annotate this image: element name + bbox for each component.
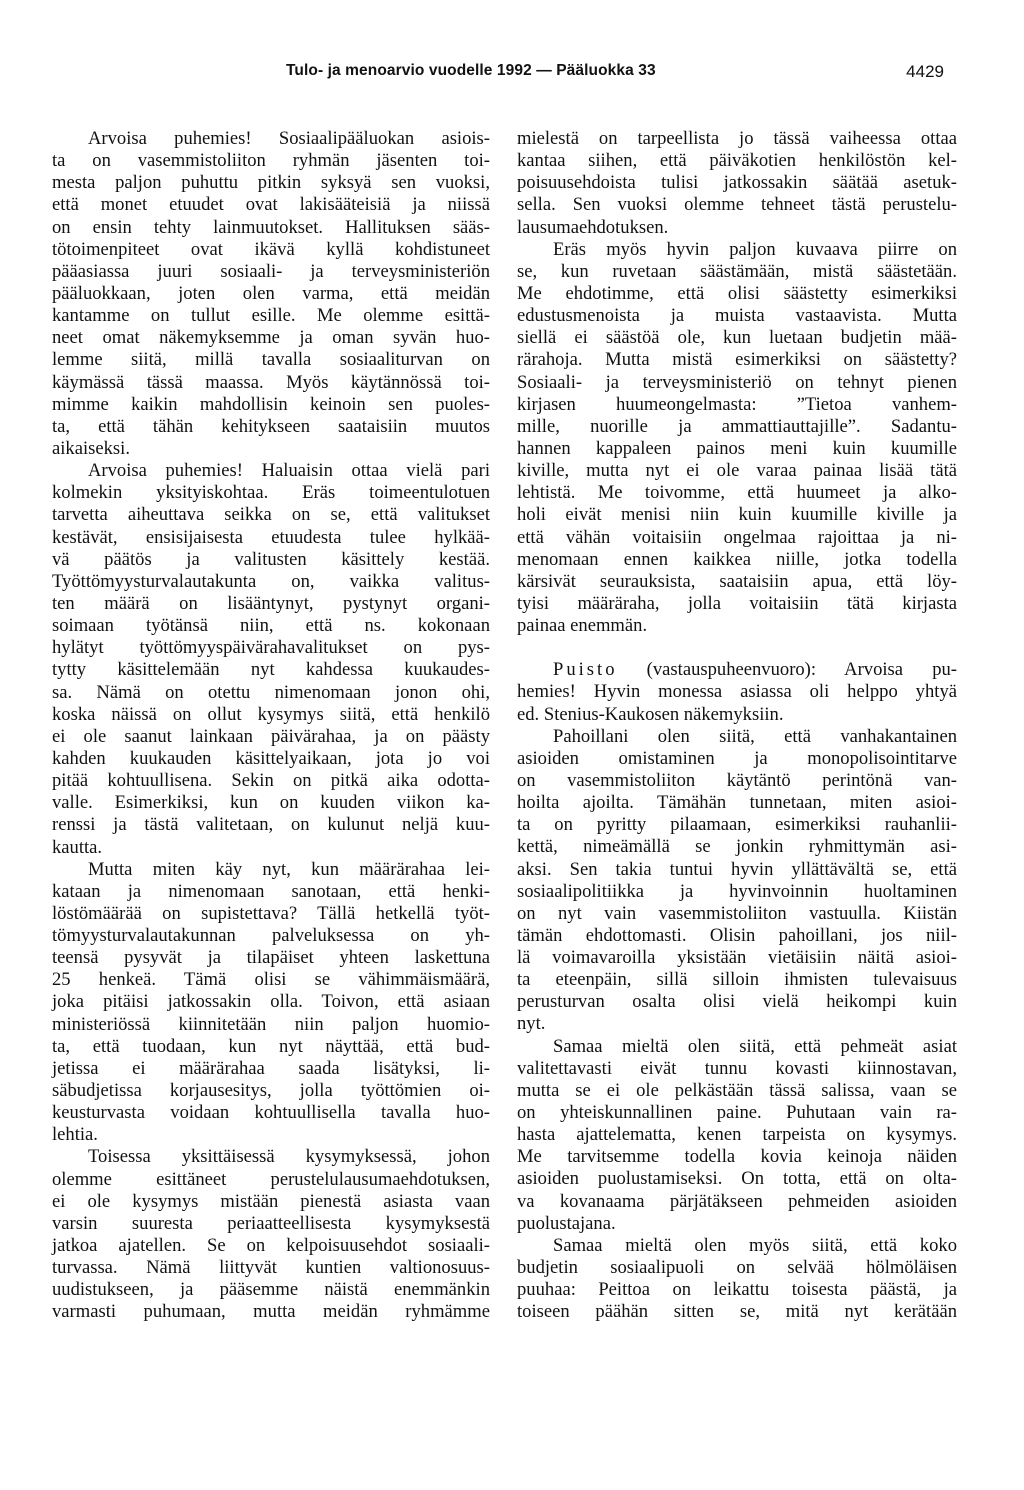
text-line: rärahoja. Mutta mistä esimerkiksi on säästetty?	[517, 349, 957, 371]
speaker-name: Puisto	[553, 659, 618, 681]
text-line: sosiaalipolitiikka ja hyvinvoinnin huoltaminen	[517, 880, 957, 902]
text-line: vä päätös ja valitusten käsittely kestää.	[52, 548, 490, 570]
text-line: koska näissä on ollut kysymys siitä, että henkilö	[52, 703, 490, 725]
speech-gap	[517, 637, 957, 659]
text-line: on vasemmistoliiton käytäntö perintönä van-	[517, 769, 957, 791]
text-line: tarvetta aiheuttava seikka on se, että valitukset	[52, 504, 490, 526]
text-line: on nyt vain vasemmistoliiton vastuulla. Kiistän	[517, 902, 957, 924]
text-line: ta eteenpäin, sillä silloin ihmisten tulevaisuus	[517, 969, 957, 991]
text-line: ten määrä on lisääntynyt, pystynyt organi-	[52, 592, 490, 614]
text-line: pääasiassa juuri sosiaali- ja terveysministeriön	[52, 260, 490, 282]
text-line: budjetin sosiaalipuoli on selvää hölmöläisen	[517, 1257, 957, 1279]
text-line: hylätyt työttömyyspäivärahavalitukset on pys-	[52, 637, 490, 659]
text-line: ta on pyritty pilaamaan, esimerkiksi rauhanlii-	[517, 814, 957, 836]
text-line: asioiden puolustamiseksi. On totta, että on olta-	[517, 1168, 957, 1190]
text-line: va kovanaama pärjätäkseen pehmeiden asioiden	[517, 1190, 957, 1212]
text-line: hoilta ajoilta. Tämähän tunnetaan, miten asioi-	[517, 792, 957, 814]
text-line: jetissa ei määrärahaa saada lisätyksi, li-	[52, 1057, 490, 1079]
text-line: ed. Stenius-Kaukosen näkemyksiin.	[517, 703, 784, 725]
text-line: 25 henkeä. Tämä olisi se vähimmäismäärä,	[52, 969, 490, 991]
text-line: turvassa. Nämä liittyvät kuntien valtionosuus-	[52, 1257, 490, 1279]
right-column	[517, 128, 957, 1323]
text-line: lä voimavaroilla yksistään vietäisiin näitä asioi-	[517, 947, 957, 969]
text-line: renssi ja tästä valitetaan, on kulunut neljä kuu-	[52, 814, 490, 836]
text-line: poisuusehdoista tulisi jatkossakin säätää asetuk-	[517, 172, 957, 194]
page-number: 4429	[906, 62, 944, 81]
text-line: lehtia.	[52, 1124, 98, 1146]
text-line: löstömäärää on supistettava? Tällä hetkellä työt-	[52, 902, 490, 924]
text-line: holi eivät menisi niin kuin kuumille kiville ja	[517, 504, 957, 526]
text-line: tötoimenpiteet ovat ikävä kyllä kohdistuneet	[52, 238, 490, 260]
text-line: puolustajana.	[517, 1212, 616, 1234]
text-line: lehtistä. Me toivomme, että huumeet ja alko-	[517, 482, 957, 504]
text-line: kautta.	[52, 836, 103, 858]
text-line: pitää kohtuullisena. Sekin on pitkä aika odotta-	[52, 770, 490, 792]
text-line: ei ole kysymys mistään pienestä asiasta vaan	[52, 1190, 490, 1212]
text-line: Arvoisa puhemies! Haluaisin ottaa vielä pari	[88, 460, 490, 482]
text-line: että vähän voitaisiin ongelmaa rajoittaa ja ni-	[517, 526, 957, 548]
text-line: kahden kuukauden käsittelyaikaan, jota jo voi	[52, 747, 490, 769]
text-line: on ensin tehty lainmuutokset. Hallituksen sääs-	[52, 216, 490, 238]
text-line: valitettavasti eivät tunnu kovasti kiinnostavan,	[517, 1057, 957, 1079]
text-line: mutta se ei ole pelkästään tässä salissa, vaan se	[517, 1079, 957, 1101]
text-line: Mutta miten käy nyt, kun määrärahaa lei-	[88, 858, 490, 880]
text-line: sa. Nämä on otettu nimenomaan jonon ohi,	[52, 681, 490, 703]
text-line: sella. Sen vuoksi olemme tehneet tästä perustelu-	[517, 194, 957, 216]
text-line: neet omat näkemyksemme ja oman syvän huo-	[52, 327, 490, 349]
text-line: mille, nuorille ja ammattiauttajille”. Sadantu-	[517, 415, 957, 437]
text-line: kantamme on tullut esille. Me olemme esittä-	[52, 305, 490, 327]
text-line: kestävät, ensisijaisesta etuudesta tulee hylkää-	[52, 526, 490, 548]
text-line: kärsivät seurauksista, saataisiin apua, että löy-	[517, 570, 957, 592]
text-line: että monet etuudet ovat lakisääteisiä ja niissä	[52, 194, 490, 216]
text-line: Me tarvitsemme todella kovia keinoja näiden	[517, 1146, 957, 1168]
text-line: säbudjetissa korjausesitys, jolla työttömien oi-	[52, 1080, 490, 1102]
text-line: varmasti puhumaan, mutta meidän ryhmämme	[52, 1301, 490, 1323]
left-column	[52, 128, 490, 1324]
text-line: olemme esittäneet perustelulausumaehdotuksen,	[52, 1168, 490, 1190]
text-line: tömyysturvalautakunnan palveluksessa on yh-	[52, 925, 490, 947]
text-line: ei ole saanut lainkaan päivärahaa, ja on päästy	[52, 725, 490, 747]
text-line: on yhteiskunnallinen paine. Puhutaan vain ra-	[517, 1102, 957, 1124]
speaker-intro: (vastauspuheenvuoro): Arvoisa pu-	[617, 659, 957, 681]
text-line: kettä, nimeämällä se jonkin ryhmittymän asi-	[517, 836, 957, 858]
text-line: Toisessa yksittäisessä kysymyksessä, johon	[88, 1146, 490, 1168]
text-line: se, kun ruvetaan säästämään, mistä säästetään.	[517, 260, 957, 282]
text-line: hasta ajattelematta, kenen tarpeista on kysymys.	[517, 1124, 957, 1146]
text-line: aksi. Sen takia tuntui hyvin yllättävältä se, että	[517, 858, 957, 880]
text-line: hannen kappaleen painos meni kuin kuumille	[517, 437, 957, 459]
text-line: kantaa siihen, että päiväkotien henkilöstön kel-	[517, 150, 957, 172]
text-line: keusturvasta voidaan kohtuullisella tavalla huo-	[52, 1102, 490, 1124]
text-line: Eräs myös hyvin paljon kuvaava piirre on	[553, 238, 957, 260]
text-line: Samaa mieltä olen myös siitä, että koko	[553, 1234, 957, 1256]
text-line: lemme siitä, millä tavalla sosiaaliturvan on	[52, 349, 490, 371]
text-line: hemies! Hyvin monessa asiassa oli helppo yhtyä	[517, 681, 957, 703]
text-line: siellä ei säästöä ole, kun luetaan budjetin mää-	[517, 327, 957, 349]
text-line: ta, että tähän kehitykseen saataisiin muutos	[52, 415, 490, 437]
text-line: Sosiaali- ja terveysministeriö on tehnyt pienen	[517, 371, 957, 393]
text-line: käymässä tässä maassa. Myös käytännössä toi-	[52, 371, 490, 393]
text-line: Pahoillani olen siitä, että vanhakantainen	[553, 725, 957, 747]
text-line: varsin suuresta periaatteellisesta kysymyksestä	[52, 1212, 490, 1234]
text-line: teensä pysyvät ja tilapäiset yhteen laskettuna	[52, 947, 490, 969]
text-line: soimaan työtänsä niin, että ns. kokonaan	[52, 615, 490, 637]
text-line: aikaiseksi.	[52, 437, 130, 459]
text-line: kolmekin yksityiskohtaa. Eräs toimeentulotuen	[52, 482, 490, 504]
text-line: Samaa mieltä olen siitä, että pehmeät asiat	[553, 1035, 957, 1057]
text-line: joka pitäisi jatkossakin olla. Toivon, että asiaan	[52, 991, 490, 1013]
text-line: painaa enemmän.	[517, 615, 648, 637]
text-line: tämän ehdottomasti. Olisin pahoillani, jos niil-	[517, 924, 957, 946]
page-header	[0, 62, 1024, 92]
text-line: toiseen päähän sitten se, mitä nyt kerätään	[517, 1301, 957, 1323]
text-line: valle. Esimerkiksi, kun on kuuden viikon ka-	[52, 792, 490, 814]
text-line: perusturvan osalta olisi vielä heikompi kuin	[517, 991, 957, 1013]
text-line: nyt.	[517, 1013, 546, 1035]
text-line: Arvoisa puhemies! Sosiaalipääluokan asiois-	[88, 128, 490, 149]
text-line: ta, että tuodaan, kun nyt näyttää, että bud-	[52, 1035, 490, 1057]
text-line: kirjasen huumeongelmasta: ”Tietoa vanhem-	[517, 393, 957, 415]
text-line: mesta paljon puhuttu pitkin syksyä sen vuoksi,	[52, 172, 490, 194]
text-line: kataan ja nimenomaan sanotaan, että henki-	[52, 880, 490, 902]
text-line: Työttömyysturvalautakunta on, vaikka valitus-	[52, 570, 490, 592]
text-line: mielestä on tarpeellista jo tässä vaiheessa ottaa	[517, 128, 957, 149]
text-line: jatkoa ajatellen. Se on kelpoisuusehdot sosiaali-	[52, 1235, 490, 1257]
text-line: Me ehdotimme, että olisi säästetty esimerkiksi	[517, 282, 957, 304]
text-line: kiville, mutta nyt ei ole varaa painaa lisää tätä	[517, 460, 957, 482]
text-line: asioiden omistaminen ja monopolisointitarve	[517, 747, 957, 769]
running-title: Tulo- ja menoarvio vuodelle 1992 — Pääluokka 33	[286, 62, 656, 79]
text-line: lausumaehdotuksen.	[517, 216, 669, 238]
speaker-line	[517, 659, 957, 681]
text-line: pääluokkaan, joten olen varma, että meidän	[52, 282, 490, 304]
text-line: puuhaa: Peittoa on leikattu toisesta päästä, ja	[517, 1279, 957, 1301]
text-line: ta on vasemmistoliiton ryhmän jäsenten toi-	[52, 150, 490, 172]
text-line: ministeriössä kiinnitetään niin paljon huomio-	[52, 1013, 490, 1035]
text-line: mimme kaikin mahdollisin keinoin sen puoles-	[52, 393, 490, 415]
text-line: menomaan ennen kaikkea niille, jotka todella	[517, 548, 957, 570]
text-line: tyisi määräraha, jolla voitaisiin tätä kirjasta	[517, 592, 957, 614]
text-line: uudistukseen, ja pääsemme näistä enemmänkin	[52, 1279, 490, 1301]
text-line: edustusmenoista ja muista vastaavista. Mutta	[517, 305, 957, 327]
text-line: tytty käsittelemään nyt kahdessa kuukaudes-	[52, 659, 490, 681]
